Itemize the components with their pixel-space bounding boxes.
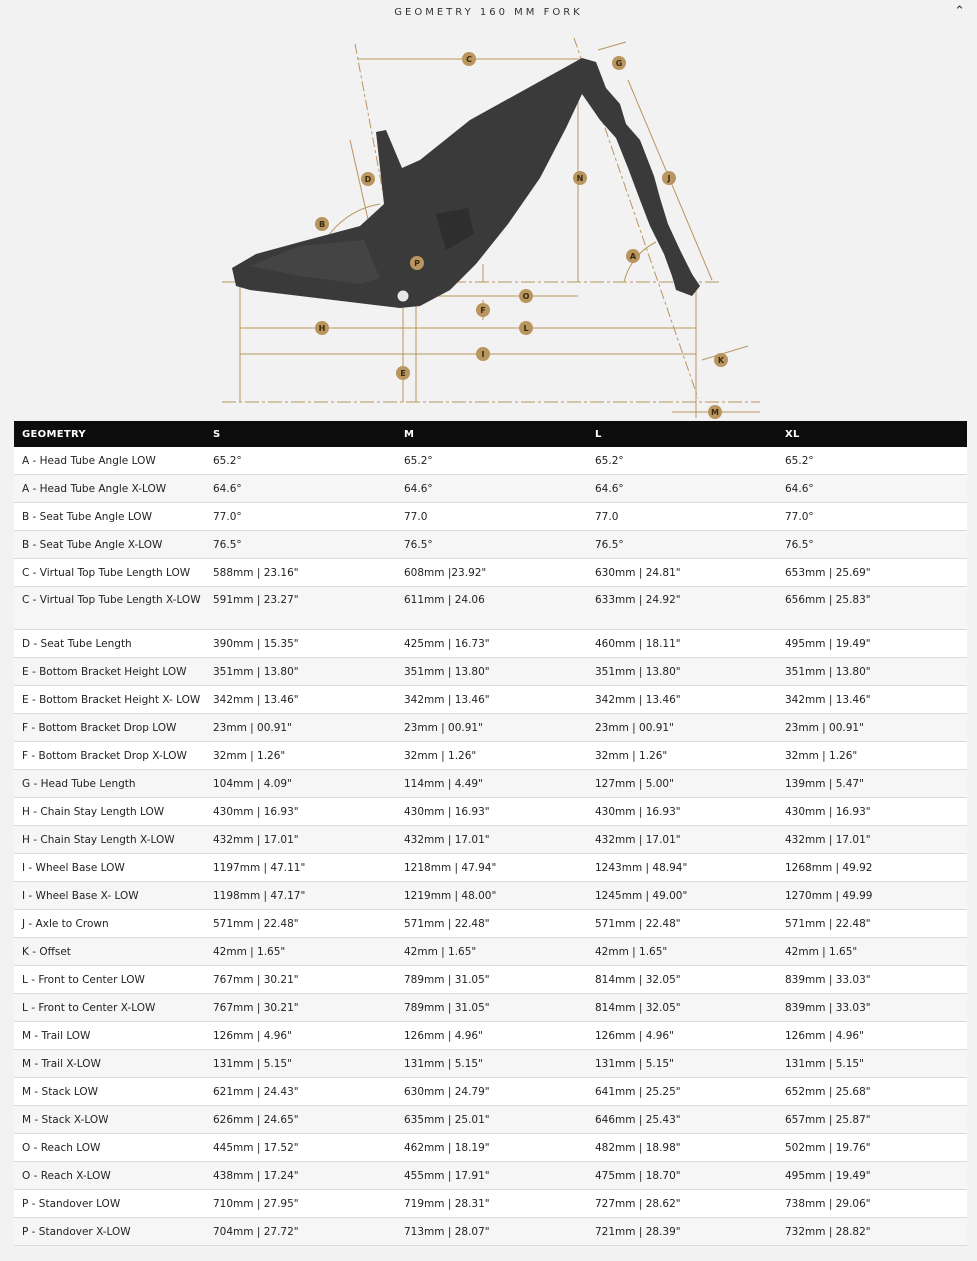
row-label: P - Standover X-LOW (14, 1218, 205, 1246)
table-cell: 131mm | 5.15" (205, 1050, 396, 1078)
table-cell: 1243mm | 48.94" (587, 854, 777, 882)
column-header: S (213, 428, 221, 440)
svg-text:E: E (400, 369, 406, 378)
svg-text:G: G (615, 59, 623, 68)
table-cell: 430mm | 16.93" (587, 798, 777, 826)
table-cell: 839mm | 33.03" (777, 994, 967, 1022)
table-cell: 704mm | 27.72" (205, 1218, 396, 1246)
table-row (14, 1134, 967, 1162)
table-cell: 65.2° (587, 447, 777, 475)
table-cell: 76.5° (396, 531, 587, 559)
table-header-row (14, 421, 967, 447)
table-cell: 656mm | 25.83" (777, 587, 967, 630)
table-cell: 630mm | 24.79" (396, 1078, 587, 1106)
row-label: G - Head Tube Length (14, 770, 205, 798)
table-cell: 131mm | 5.15" (396, 1050, 587, 1078)
table-cell: 432mm | 17.01" (587, 826, 777, 854)
row-label: B - Seat Tube Angle X-LOW (14, 531, 205, 559)
table-cell: 571mm | 22.48" (205, 910, 396, 938)
row-label: M - Trail LOW (14, 1022, 205, 1050)
table-cell: 721mm | 28.39" (587, 1218, 777, 1246)
table-cell: 738mm | 29.06" (777, 1190, 967, 1218)
svg-text:O: O (522, 292, 530, 301)
table-row (14, 882, 967, 910)
table-cell: 104mm | 4.09" (205, 770, 396, 798)
svg-text:P: P (414, 259, 420, 268)
svg-text:K: K (717, 356, 725, 365)
table-row (14, 1022, 967, 1050)
table-row (14, 587, 967, 630)
table-cell: 351mm | 13.80" (396, 658, 587, 686)
table-cell: 131mm | 5.15" (777, 1050, 967, 1078)
row-label: E - Bottom Bracket Height LOW (14, 658, 205, 686)
table-cell: 76.5° (777, 531, 967, 559)
table-cell: 611mm | 24.06 (396, 587, 587, 630)
column-header: L (595, 428, 602, 440)
table-cell: 839mm | 33.03" (777, 966, 967, 994)
column-header: M (404, 428, 415, 440)
table-cell: 342mm | 13.46" (396, 686, 587, 714)
table-cell: 430mm | 16.93" (396, 798, 587, 826)
row-label: L - Front to Center LOW (14, 966, 205, 994)
svg-text:M: M (711, 408, 719, 417)
table-row (14, 826, 967, 854)
svg-text:D: D (364, 175, 372, 184)
table-cell: 1219mm | 48.00" (396, 882, 587, 910)
table-cell: 432mm | 17.01" (396, 826, 587, 854)
table-cell: 64.6° (205, 475, 396, 503)
table-cell: 789mm | 31.05" (396, 994, 587, 1022)
table-cell: 77.0° (205, 503, 396, 531)
row-label: F - Bottom Bracket Drop X-LOW (14, 742, 205, 770)
table-cell: 126mm | 4.96" (777, 1022, 967, 1050)
table-row (14, 770, 967, 798)
table-cell: 445mm | 17.52" (205, 1134, 396, 1162)
table-cell: 342mm | 13.46" (587, 686, 777, 714)
table-cell: 1245mm | 49.00" (587, 882, 777, 910)
row-label: F - Bottom Bracket Drop LOW (14, 714, 205, 742)
table-cell: 460mm | 18.11" (587, 630, 777, 658)
row-label: A - Head Tube Angle LOW (14, 447, 205, 475)
table-cell: 767mm | 30.21" (205, 966, 396, 994)
table-row (14, 966, 967, 994)
table-cell: 462mm | 18.19" (396, 1134, 587, 1162)
table-cell: 571mm | 22.48" (587, 910, 777, 938)
table-cell: 131mm | 5.15" (587, 1050, 777, 1078)
row-label: I - Wheel Base X- LOW (14, 882, 205, 910)
svg-text:N: N (576, 174, 584, 183)
table-cell: 342mm | 13.46" (205, 686, 396, 714)
row-label: M - Trail X-LOW (14, 1050, 205, 1078)
table-cell: 76.5° (205, 531, 396, 559)
table-cell: 42mm | 1.65" (777, 938, 967, 966)
svg-text:A: A (629, 252, 637, 261)
table-cell: 42mm | 1.65" (396, 938, 587, 966)
table-cell: 653mm | 25.69" (777, 559, 967, 587)
row-label: A - Head Tube Angle X-LOW (14, 475, 205, 503)
table-cell: 455mm | 17.91" (396, 1162, 587, 1190)
table-cell: 1197mm | 47.11" (205, 854, 396, 882)
table-cell: 719mm | 28.31" (396, 1190, 587, 1218)
table-cell: 621mm | 24.43" (205, 1078, 396, 1106)
row-label: B - Seat Tube Angle LOW (14, 503, 205, 531)
table-cell: 76.5° (587, 531, 777, 559)
table-cell: 591mm | 23.27" (205, 587, 396, 630)
table-row (14, 1106, 967, 1134)
table-row (14, 1190, 967, 1218)
table-cell: 77.0° (777, 503, 967, 531)
table-cell: 1268mm | 49.92 (777, 854, 967, 882)
svg-text:I: I (481, 350, 485, 359)
table-cell: 77.0 (587, 503, 777, 531)
row-label: O - Reach LOW (14, 1134, 205, 1162)
table-cell: 495mm | 19.49" (777, 1162, 967, 1190)
table-cell: 390mm | 15.35" (205, 630, 396, 658)
table-cell: 814mm | 32.05" (587, 994, 777, 1022)
table-cell: 23mm | 00.91" (396, 714, 587, 742)
row-label: H - Chain Stay Length LOW (14, 798, 205, 826)
row-label: P - Standover LOW (14, 1190, 205, 1218)
table-cell: 42mm | 1.65" (587, 938, 777, 966)
table-cell: 64.6° (587, 475, 777, 503)
table-row (14, 1078, 967, 1106)
table-row (14, 854, 967, 882)
svg-text:J: J (667, 174, 671, 183)
geometry-table (14, 421, 967, 1246)
row-label: K - Offset (14, 938, 205, 966)
column-header: GEOMETRY (22, 428, 86, 440)
table-cell: 814mm | 32.05" (587, 966, 777, 994)
table-cell: 633mm | 24.92" (587, 587, 777, 630)
table-row (14, 503, 967, 531)
row-label: M - Stack X-LOW (14, 1106, 205, 1134)
table-row (14, 938, 967, 966)
table-cell: 710mm | 27.95" (205, 1190, 396, 1218)
table-cell: 23mm | 00.91" (777, 714, 967, 742)
table-cell: 635mm | 25.01" (396, 1106, 587, 1134)
table-row (14, 1218, 967, 1246)
row-label: L - Front to Center X-LOW (14, 994, 205, 1022)
table-cell: 502mm | 19.76" (777, 1134, 967, 1162)
table-cell: 588mm | 23.16" (205, 559, 396, 587)
table-cell: 1198mm | 47.17" (205, 882, 396, 910)
table-cell: 126mm | 4.96" (205, 1022, 396, 1050)
table-cell: 767mm | 30.21" (205, 994, 396, 1022)
table-cell: 646mm | 25.43" (587, 1106, 777, 1134)
row-label: I - Wheel Base LOW (14, 854, 205, 882)
table-cell: 23mm | 00.91" (205, 714, 396, 742)
table-cell: 630mm | 24.81" (587, 559, 777, 587)
table-cell: 571mm | 22.48" (777, 910, 967, 938)
table-cell: 32mm | 1.26" (205, 742, 396, 770)
table-row (14, 686, 967, 714)
table-cell: 126mm | 4.96" (396, 1022, 587, 1050)
table-row (14, 1162, 967, 1190)
table-row (14, 630, 967, 658)
table-cell: 342mm | 13.46" (777, 686, 967, 714)
table-cell: 64.6° (777, 475, 967, 503)
table-cell: 713mm | 28.07" (396, 1218, 587, 1246)
table-cell: 482mm | 18.98" (587, 1134, 777, 1162)
table-cell: 65.2° (396, 447, 587, 475)
table-row (14, 658, 967, 686)
row-label: O - Reach X-LOW (14, 1162, 205, 1190)
row-label: H - Chain Stay Length X-LOW (14, 826, 205, 854)
table-cell: 571mm | 22.48" (396, 910, 587, 938)
table-cell: 139mm | 5.47" (777, 770, 967, 798)
table-cell: 32mm | 1.26" (777, 742, 967, 770)
table-row (14, 559, 967, 587)
row-label: J - Axle to Crown (14, 910, 205, 938)
table-row (14, 1050, 967, 1078)
table-cell: 438mm | 17.24" (205, 1162, 396, 1190)
table-cell: 432mm | 17.01" (205, 826, 396, 854)
table-cell: 432mm | 17.01" (777, 826, 967, 854)
table-row (14, 798, 967, 826)
column-header: XL (785, 428, 800, 440)
table-cell: 127mm | 5.00" (587, 770, 777, 798)
table-cell: 23mm | 00.91" (587, 714, 777, 742)
table-row (14, 994, 967, 1022)
table-cell: 608mm |23.92" (396, 559, 587, 587)
table-cell: 495mm | 19.49" (777, 630, 967, 658)
table-row (14, 714, 967, 742)
table-cell: 65.2° (205, 447, 396, 475)
table-cell: 475mm | 18.70" (587, 1162, 777, 1190)
table-cell: 351mm | 13.80" (777, 658, 967, 686)
table-cell: 652mm | 25.68" (777, 1078, 967, 1106)
row-label: E - Bottom Bracket Height X- LOW (14, 686, 205, 714)
table-cell: 1270mm | 49.99 (777, 882, 967, 910)
table-cell: 626mm | 24.65" (205, 1106, 396, 1134)
table-cell: 32mm | 1.26" (396, 742, 587, 770)
table-cell: 641mm | 25.25" (587, 1078, 777, 1106)
table-cell: 657mm | 25.87" (777, 1106, 967, 1134)
table-cell: 1218mm | 47.94" (396, 854, 587, 882)
table-cell: 732mm | 28.82" (777, 1218, 967, 1246)
table-row (14, 742, 967, 770)
chevron-up-icon[interactable]: ⌃ (954, 4, 965, 19)
svg-text:B: B (318, 220, 326, 229)
table-cell: 351mm | 13.80" (587, 658, 777, 686)
table-cell: 65.2° (777, 447, 967, 475)
svg-text:F: F (480, 306, 486, 315)
page-title: GEOMETRY 160 MM FORK (394, 7, 583, 18)
row-label: C - Virtual Top Tube Length X-LOW (14, 587, 205, 630)
table-cell: 351mm | 13.80" (205, 658, 396, 686)
table-cell: 727mm | 28.62" (587, 1190, 777, 1218)
table-cell: 64.6° (396, 475, 587, 503)
svg-text:C: C (466, 55, 472, 64)
table-cell: 126mm | 4.96" (587, 1022, 777, 1050)
table-row (14, 910, 967, 938)
svg-text:H: H (318, 324, 326, 333)
table-cell: 789mm | 31.05" (396, 966, 587, 994)
row-label: D - Seat Tube Length (14, 630, 205, 658)
table-row (14, 531, 967, 559)
table-cell: 430mm | 16.93" (777, 798, 967, 826)
table-cell: 114mm | 4.49" (396, 770, 587, 798)
table-row (14, 447, 967, 475)
table-cell: 32mm | 1.26" (587, 742, 777, 770)
row-label: M - Stack LOW (14, 1078, 205, 1106)
row-label: C - Virtual Top Tube Length LOW (14, 559, 205, 587)
svg-text:L: L (523, 324, 529, 333)
table-cell: 430mm | 16.93" (205, 798, 396, 826)
table-cell: 77.0 (396, 503, 587, 531)
table-cell: 425mm | 16.73" (396, 630, 587, 658)
table-row (14, 475, 967, 503)
table-cell: 42mm | 1.65" (205, 938, 396, 966)
geometry-diagram (0, 28, 977, 420)
